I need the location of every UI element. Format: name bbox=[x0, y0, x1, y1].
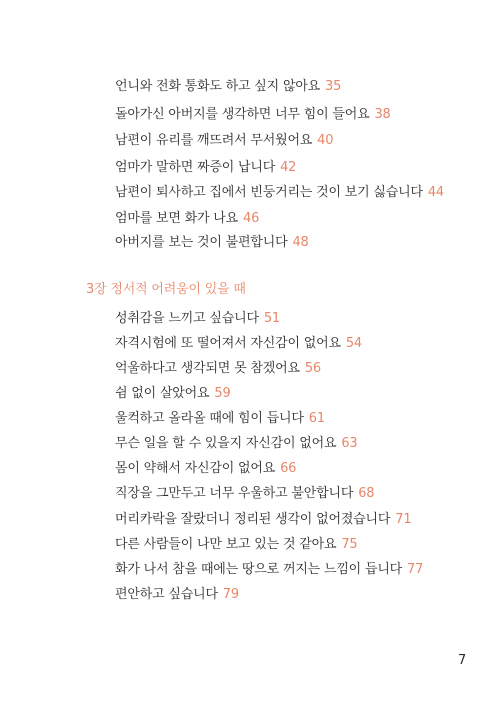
toc-entry-title: 남편이 퇴사하고 집에서 빈둥거리는 것이 보기 싫습니다 bbox=[115, 185, 423, 200]
toc-entry[interactable] bbox=[115, 512, 411, 528]
toc-entry-page: 40 bbox=[317, 133, 334, 148]
toc-entry-title: 언니와 전화 통화도 하고 싶지 않아요 bbox=[115, 79, 321, 94]
toc-entry-title: 엄마를 보면 화가 나요 bbox=[115, 211, 239, 226]
toc-entry-page: 75 bbox=[341, 537, 358, 552]
toc-entry-page: 44 bbox=[427, 185, 444, 200]
toc-entry[interactable] bbox=[115, 79, 341, 95]
toc-entry[interactable] bbox=[115, 562, 423, 578]
toc-entry-title: 직장을 그만두고 너무 우울하고 불안합니다 bbox=[115, 486, 354, 501]
toc-entry[interactable] bbox=[115, 107, 391, 123]
toc-entry-title: 엄마가 말하면 짜증이 납니다 bbox=[115, 160, 276, 175]
toc-entry-title: 쉼 없이 살았어요 bbox=[115, 386, 210, 401]
toc-entry[interactable] bbox=[115, 133, 333, 149]
chapter-heading[interactable]: 3장 정서적 어려움이 있을 때 bbox=[86, 282, 246, 297]
toc-entry-title: 남편이 유리를 깨뜨려서 무서웠어요 bbox=[115, 133, 313, 148]
toc-entry-title: 성취감을 느끼고 싶습니다 bbox=[115, 311, 259, 326]
toc-entry[interactable] bbox=[115, 386, 231, 402]
toc-entry-page: 61 bbox=[308, 411, 325, 426]
toc-entry-title: 돌아가신 아버지를 생각하면 너무 힘이 들어요 bbox=[115, 107, 370, 122]
toc-entry-page: 56 bbox=[304, 361, 321, 376]
toc-entry-page: 66 bbox=[280, 461, 297, 476]
toc-entry[interactable] bbox=[115, 411, 325, 427]
toc-entry-title: 무슨 일을 할 수 있을지 자신감이 없어요 bbox=[115, 436, 337, 451]
toc-entry[interactable] bbox=[115, 486, 374, 502]
toc-entry-page: 51 bbox=[263, 311, 280, 326]
toc-entry-page: 59 bbox=[214, 386, 231, 401]
toc-entry-title: 몸이 약해서 자신감이 없어요 bbox=[115, 461, 276, 476]
toc-entry[interactable] bbox=[115, 160, 296, 176]
toc-entry[interactable] bbox=[115, 361, 321, 377]
toc-entry-title: 편안하고 싶습니다 bbox=[115, 587, 218, 602]
toc-entry-title: 화가 나서 참을 때에는 땅으로 꺼지는 느낌이 듭니다 bbox=[115, 562, 403, 577]
toc-entry[interactable] bbox=[115, 235, 309, 251]
toc-entry[interactable] bbox=[115, 211, 259, 227]
toc-entry-title: 아버지를 보는 것이 불편합니다 bbox=[115, 235, 288, 250]
toc-entry-page: 35 bbox=[325, 79, 342, 94]
page-number: 7 bbox=[458, 653, 467, 668]
toc-entry-page: 71 bbox=[395, 512, 412, 527]
toc-entry-title: 다른 사람들이 나만 보고 있는 것 같아요 bbox=[115, 537, 337, 552]
toc-entry[interactable] bbox=[115, 185, 444, 201]
toc-entry-title: 울컥하고 올라올 때에 힘이 듭니다 bbox=[115, 411, 304, 426]
toc-entry-page: 77 bbox=[407, 562, 424, 577]
toc-entry-page: 63 bbox=[341, 436, 358, 451]
toc-entry[interactable] bbox=[115, 311, 280, 327]
toc-entry[interactable] bbox=[115, 461, 296, 477]
toc-entry-title: 머리카락을 잘랐더니 정리된 생각이 없어졌습니다 bbox=[115, 512, 391, 527]
toc-entry-page: 48 bbox=[292, 235, 309, 250]
toc-entry-page: 46 bbox=[243, 211, 260, 226]
toc-entry-title: 억울하다고 생각되면 못 참겠어요 bbox=[115, 361, 300, 376]
toc-entry[interactable] bbox=[115, 336, 362, 352]
toc-entry-page: 38 bbox=[374, 107, 391, 122]
toc-entry[interactable] bbox=[115, 537, 357, 553]
toc-entry-title: 자격시험에 또 떨어져서 자신감이 없어요 bbox=[115, 336, 341, 351]
toc-entry[interactable] bbox=[115, 587, 239, 603]
toc-entry[interactable] bbox=[115, 436, 357, 452]
toc-entry-page: 68 bbox=[358, 486, 375, 501]
toc-entry-page: 79 bbox=[222, 587, 239, 602]
toc-entry-page: 42 bbox=[280, 160, 297, 175]
toc-entry-page: 54 bbox=[345, 336, 362, 351]
